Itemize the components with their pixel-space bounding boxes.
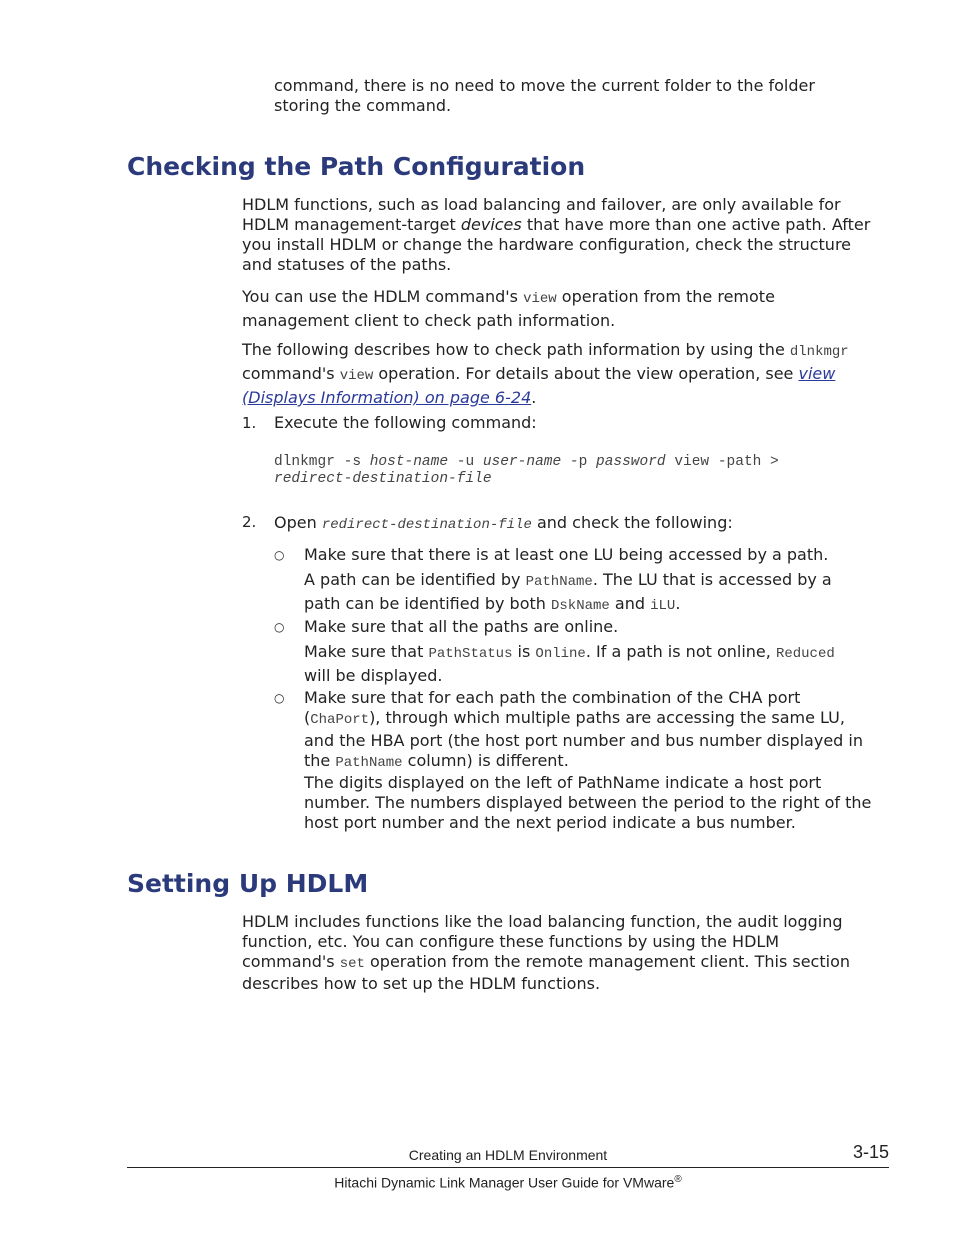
- code-variable: host-name: [369, 454, 449, 470]
- text-line: .: [531, 388, 537, 407]
- registered-mark: ®: [674, 1174, 682, 1185]
- text-line: number. The numbers displayed between the period to the right of the: [304, 793, 872, 812]
- text-line: .: [675, 594, 681, 613]
- step-number: 1.: [242, 414, 257, 432]
- text-line: and: [609, 594, 651, 613]
- text-line: describes how to set up the HDLM functions.: [242, 974, 601, 993]
- intro-paragraph: [274, 76, 815, 116]
- bullet-3-detail: [304, 773, 871, 833]
- code-token: dlnkmgr -s: [274, 454, 370, 470]
- text-line: the: [304, 750, 336, 770]
- code-inline: view: [339, 368, 374, 384]
- section1-paragraph-2: [242, 286, 775, 331]
- code-inline: ChaPort: [310, 712, 370, 729]
- text-line: operation from the remote: [556, 287, 775, 306]
- bullet-1-main: Make sure that there is at least one LU being accessed by a path.: [304, 545, 829, 564]
- text-line: function, etc. You can configure these functions by using the HDLM: [242, 932, 780, 951]
- text-line: Make sure that: [304, 642, 429, 661]
- footer-divider: [127, 1167, 889, 1168]
- step-number: 2.: [242, 513, 257, 531]
- code-inline: Reduced: [775, 646, 835, 662]
- emphasis-text: devices: [460, 215, 522, 234]
- text-line: that have more than one active path. After: [521, 215, 871, 234]
- step-1-text: Execute the following command:: [274, 413, 537, 432]
- bullet-2-detail: [304, 641, 835, 686]
- text-line: Open: [274, 513, 322, 532]
- code-inline: Online: [535, 646, 586, 662]
- intro-line: storing the command.: [274, 96, 452, 115]
- code-token: -u: [448, 454, 483, 470]
- code-variable: user-name: [482, 454, 562, 470]
- code-variable: redirect-destination-file: [274, 471, 492, 487]
- section1-paragraph-1: [242, 195, 870, 275]
- text-line: command's: [242, 364, 340, 383]
- code-inline: iLU: [650, 598, 676, 614]
- code-inline: dlnkmgr: [789, 344, 849, 360]
- code-inline: PathName: [335, 754, 403, 771]
- text-line: and statuses of the paths.: [242, 255, 452, 274]
- bullet-1-detail: [304, 569, 832, 617]
- bullet-2-main: Make sure that all the paths are online.: [304, 617, 619, 636]
- text-line: . If a path is not online,: [585, 642, 776, 661]
- text-line: ), through which multiple paths are accessing the same LU,: [369, 708, 845, 728]
- page-number: 3-15: [852, 1142, 889, 1162]
- code-inline: DskName: [551, 598, 610, 614]
- book-title-text: Hitachi Dynamic Link Manager User Guide for VMware: [334, 1174, 675, 1191]
- code-inline: PathName: [525, 574, 593, 590]
- text-line: column) is different.: [402, 750, 569, 770]
- section1-paragraph-3: [242, 339, 849, 408]
- bullet-circle-icon: ○: [274, 548, 285, 562]
- cross-reference-link[interactable]: (Displays Information) on page 6-24: [242, 388, 532, 407]
- code-inline: set: [339, 956, 365, 972]
- text-line: command's: [242, 952, 340, 971]
- text-line: and check the following:: [531, 513, 733, 532]
- text-line: HDLM management-target: [242, 215, 461, 234]
- text-line: and the HBA port (the host port number and bus number displayed in: [304, 730, 863, 750]
- text-line: operation from the remote management client. This section: [364, 952, 850, 971]
- bullet-circle-icon: ○: [274, 620, 285, 634]
- code-inline: view: [523, 291, 557, 307]
- step-2-text: [274, 512, 733, 536]
- bullet-3-main: [304, 688, 863, 773]
- text-line: The digits displayed on the left of PathName indicate a host port: [304, 773, 822, 792]
- text-line: HDLM functions, such as load balancing and failover, are only available for: [242, 195, 841, 214]
- code-variable: redirect-destination-file: [321, 517, 532, 533]
- cross-reference-link[interactable]: view: [798, 364, 836, 383]
- section2-paragraph-1: [242, 912, 850, 994]
- command-code-block: [274, 454, 779, 488]
- text-line: you install HDLM or change the hardware configuration, check the structure: [242, 235, 852, 254]
- code-inline: PathStatus: [428, 646, 513, 662]
- text-line: operation. For details about the view operation, see: [373, 364, 799, 383]
- intro-line: command, there is no need to move the current folder to the folder: [274, 76, 815, 95]
- text-line: The following describes how to check path information by using the: [242, 340, 790, 359]
- text-line: management client to check path information.: [242, 311, 616, 330]
- section-heading-checking-path: Checking the Path Configuration: [127, 152, 586, 181]
- text-line: (: [304, 708, 311, 728]
- code-token: -p: [561, 454, 596, 470]
- text-line: host port number and the next period indicate a bus number.: [304, 813, 796, 832]
- section-heading-setting-up: Setting Up HDLM: [127, 869, 369, 898]
- code-token: view -path >: [665, 454, 779, 470]
- text-line: path can be identified by both: [304, 594, 551, 613]
- bullet-circle-icon: ○: [274, 691, 285, 705]
- footer-book-title: [127, 1171, 889, 1192]
- code-variable: password: [596, 454, 666, 470]
- text-line: Make sure that for each path the combination of the CHA port: [304, 688, 801, 707]
- text-line: . The LU that is accessed by a: [592, 570, 832, 589]
- footer-chapter-title: Creating an HDLM Environment: [408, 1147, 608, 1163]
- text-line: is: [512, 642, 536, 661]
- text-line: You can use the HDLM command's: [242, 287, 524, 306]
- text-line: HDLM includes functions like the load balancing function, the audit logging: [242, 912, 843, 931]
- text-line: will be displayed.: [304, 666, 443, 685]
- text-line: A path can be identified by: [304, 570, 526, 589]
